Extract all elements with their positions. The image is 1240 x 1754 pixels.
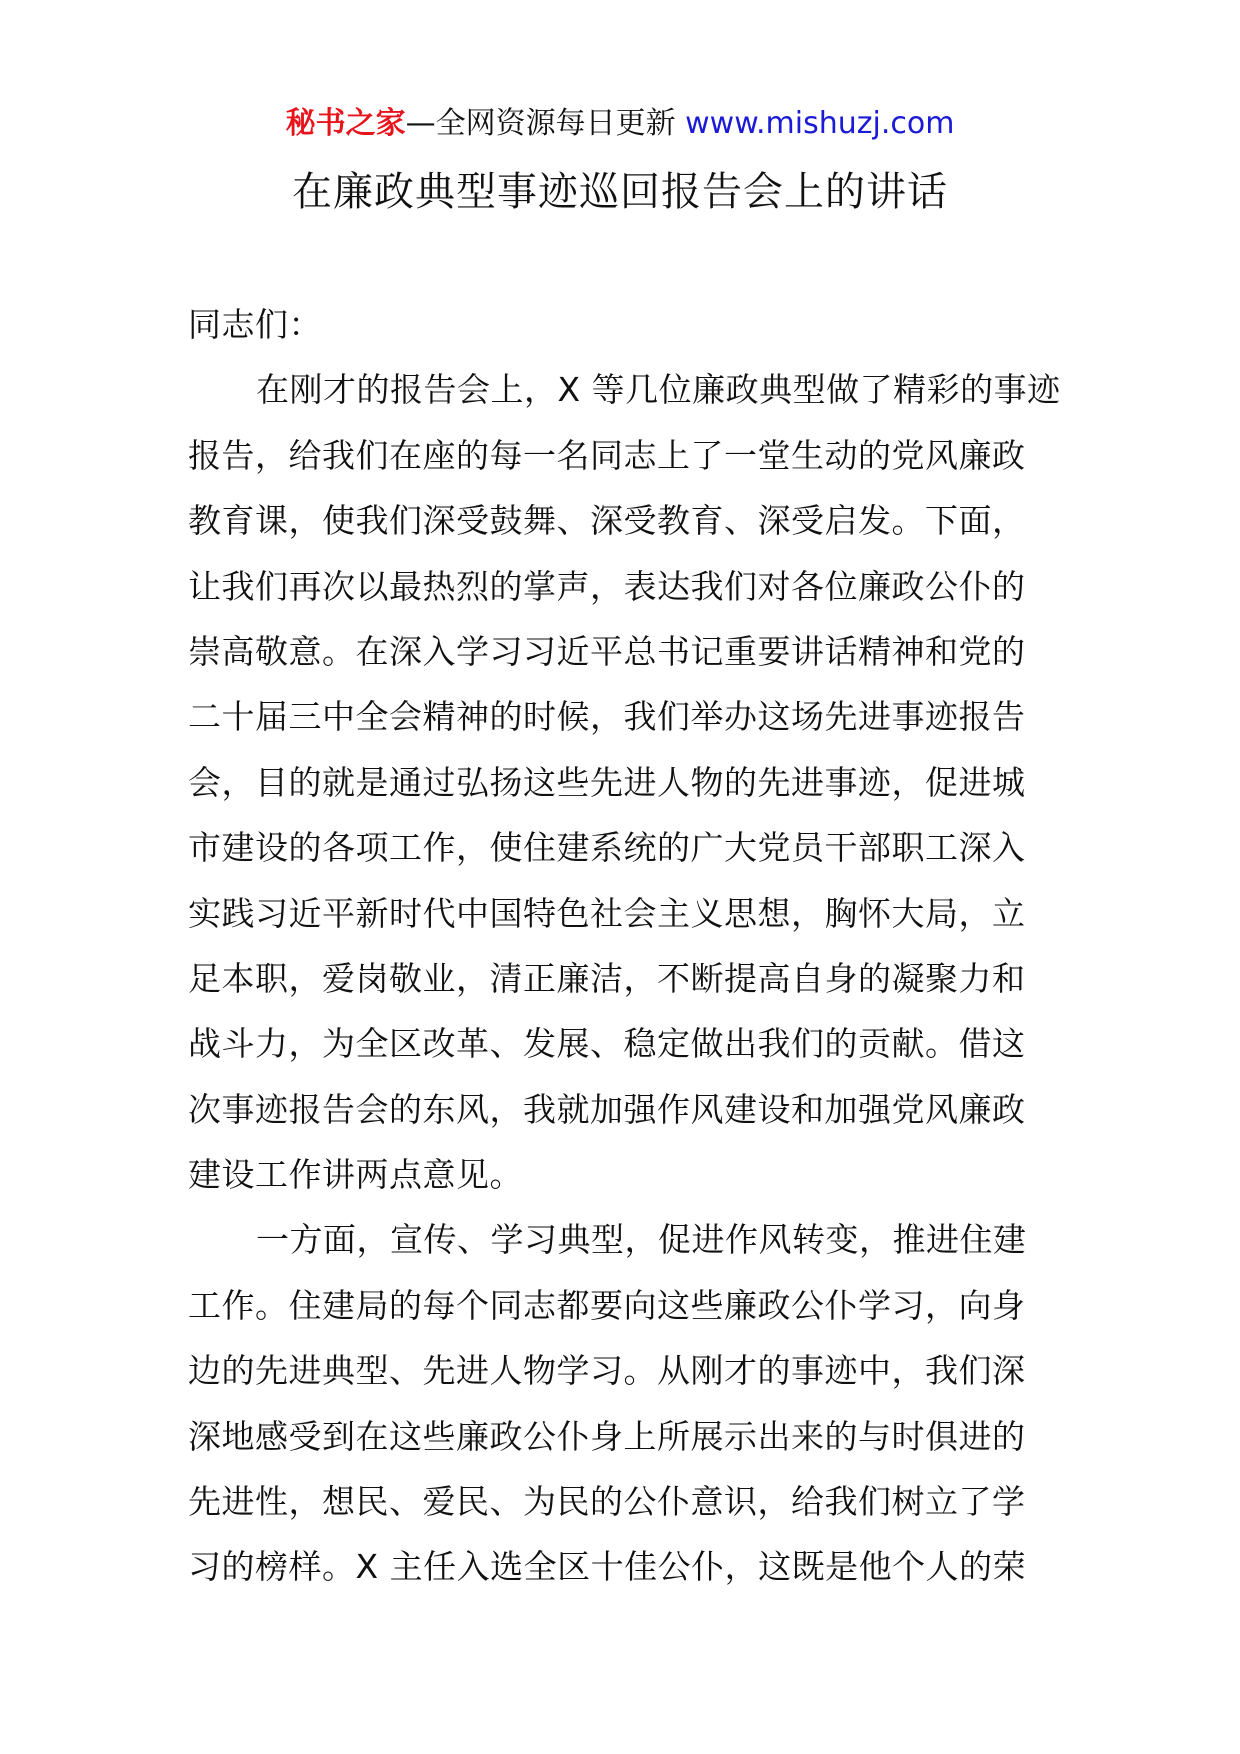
paragraph-line: 习的榜样。X 主任入选全区十佳公仆，这既是他个人的荣 (188, 1547, 1027, 1587)
paragraph-line: 教育课，使我们深受鼓舞、深受教育、深受启发。下面， (188, 501, 1026, 541)
paragraph-line: 工作。住建局的每个同志都要向这些廉政公仆学习，向身 (188, 1285, 1026, 1325)
header-tagline: —全网资源每日更新 (405, 106, 676, 141)
document-body (188, 292, 1060, 1600)
paragraph-line: 让我们再次以最热烈的掌声，表达我们对各位廉政公仆的 (188, 566, 1026, 606)
paragraph-line: 先进性，想民、爱民、为民的公仆意识，给我们树立了学 (188, 1482, 1026, 1522)
paragraph-line: 足本职，爱岗敬业，清正廉洁，不断提高自身的凝聚力和 (188, 958, 1026, 998)
paragraph-line: 次事迹报告会的东风，我就加强作风建设和加强党风廉政 (188, 1089, 1026, 1129)
paragraph-line: 市建设的各项工作，使住建系统的广大党员干部职工深入 (188, 828, 1026, 868)
paragraph-line: 在刚才的报告会上，X 等几位廉政典型做了精彩的事迹 (256, 370, 1061, 410)
site-header (0, 100, 1240, 148)
paragraph-line: 崇高敬意。在深入学习习近平总书记重要讲话精神和党的 (188, 631, 1026, 671)
paragraph-line: 边的先进典型、先进人物学习。从刚才的事迹中，我们深 (188, 1351, 1026, 1391)
paragraph-line: 建设工作讲两点意见。 (188, 1155, 523, 1195)
salutation: 同志们： (188, 305, 322, 344)
paragraph-line: 会，目的就是通过弘扬这些先进人物的先进事迹，促进城 (188, 762, 1026, 802)
paragraph-line: 实践习近平新时代中国特色社会主义思想，胸怀大局，立 (188, 893, 1026, 933)
paragraph-line: 二十届三中全会精神的时候，我们举办这场先进事迹报告 (188, 697, 1026, 737)
paragraph-line: 战斗力，为全区改革、发展、稳定做出我们的贡献。借这 (188, 1024, 1026, 1064)
brand-name: 秘书之家 (285, 106, 406, 141)
site-url-link[interactable]: www.mishuzj.com (685, 106, 955, 141)
document-title: 在廉政典型事迹巡回报告会上的讲话 (292, 169, 948, 215)
paragraph-line: 一方面，宣传、学习典型，促进作风转变，推进住建 (256, 1220, 1027, 1260)
paragraph-line: 深地感受到在这些廉政公仆身上所展示出来的与时俱进的 (188, 1416, 1026, 1456)
paragraph-line: 报告，给我们在座的每一名同志上了一堂生动的党风廉政 (188, 435, 1026, 475)
